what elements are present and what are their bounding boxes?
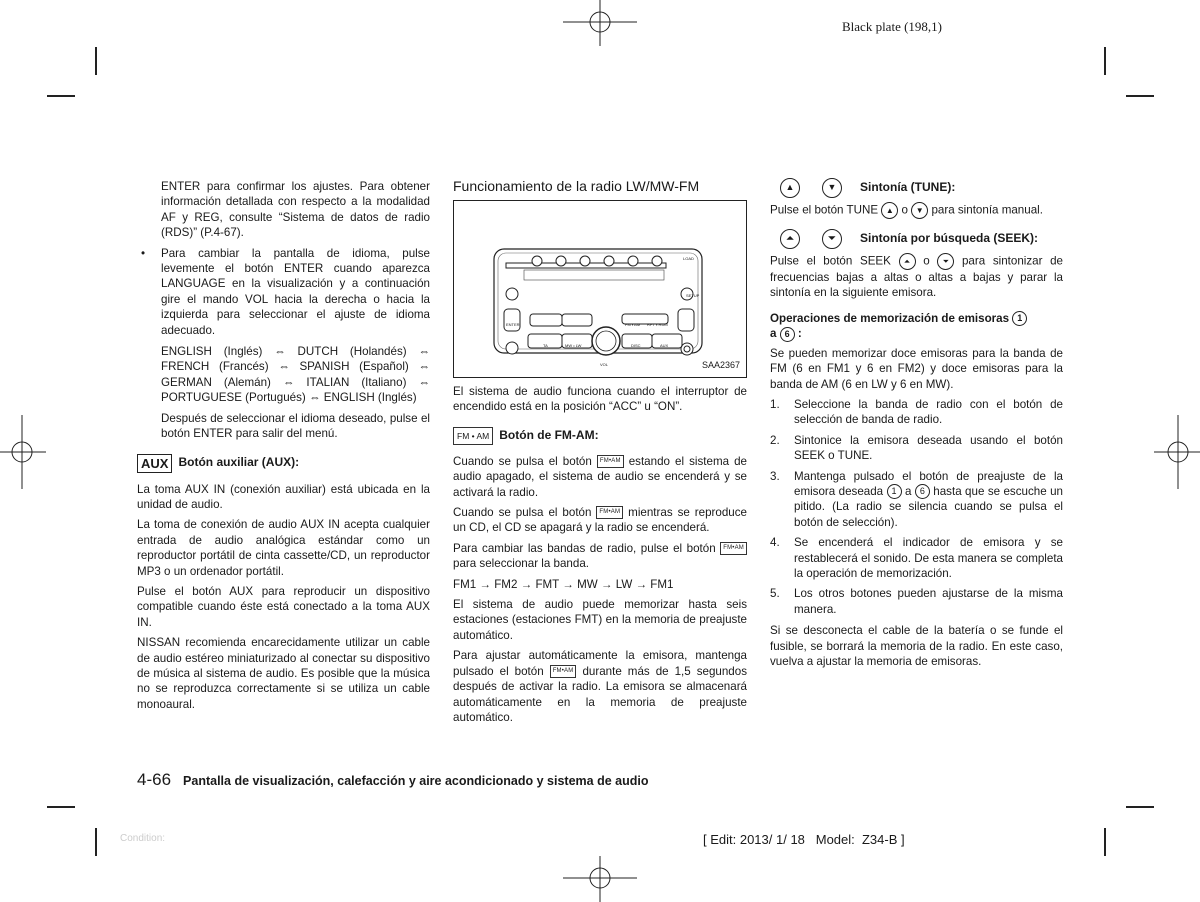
memory-steps bbox=[770, 397, 1063, 617]
crop-mark bbox=[47, 95, 75, 97]
fm-paragraph-5: Para ajustar automáticamente la emisora, mantenga pulsado el botón FM•AM durante más de 1,5 segundos después de activar la radio. La emisora se almacenará automáticamente en la memoria de preajuste automático. bbox=[453, 649, 748, 724]
preset-6-icon: 6 bbox=[915, 484, 930, 499]
seek-down-icon: ⏷ bbox=[822, 229, 842, 249]
aux-heading-text: Botón auxiliar (AUX): bbox=[178, 455, 300, 470]
condition-label: Condition: bbox=[120, 833, 166, 844]
label-enter: ENTER bbox=[506, 322, 520, 327]
fm-am-button-icon: FM•AM bbox=[597, 455, 624, 468]
label-rpt: RPT • RDM bbox=[647, 322, 668, 327]
crop-mark bbox=[1104, 47, 1106, 75]
preset-1-icon: 1 bbox=[887, 484, 902, 499]
intro-paragraph: El sistema de audio funciona cuando el interruptor de encendido está en la posición “ACC” u “ON”. bbox=[453, 385, 747, 414]
footer-title: Pantalla de visualización, calefacción y aire acondicionado y sistema de audio bbox=[183, 774, 649, 788]
list-item: 4. Se encenderá el indicador de emisora y se restablecerá el sonido. De esta manera se completa la operación de memorización. bbox=[770, 536, 1063, 580]
fm-paragraph-3: Para cambiar las bandas de radio, pulse el botón FM•AM para seleccionar la banda. bbox=[453, 541, 747, 572]
memory-heading: Operaciones de memorización de emisoras 1 a 6 : bbox=[770, 311, 1063, 342]
tune-down-icon: ▼ bbox=[822, 178, 842, 198]
fm-am-button-icon: FM•AM bbox=[550, 665, 577, 678]
seek-up-icon: ⏶ bbox=[780, 229, 800, 249]
tune-heading-text: Sintonía (TUNE): bbox=[860, 180, 956, 195]
fm-am-heading-text: Botón de FM-AM: bbox=[499, 428, 599, 443]
seek-heading-text: Sintonía por búsqueda (SEEK): bbox=[860, 231, 1039, 246]
label-fmam: FM • AM bbox=[625, 322, 641, 327]
seek-heading bbox=[780, 229, 1063, 249]
final-paragraph: Si se desconecta el cable de la batería o se funde el fusible, se borrará la memoria de la radio. En este caso, vuelva a ajustar la memoria de emisoras. bbox=[770, 624, 1063, 669]
edit-info: [ Edit: 2013/ 1/ 18 Model: Z34-B ] bbox=[703, 832, 905, 847]
list-item: 3. Mantenga pulsado el botón de preajuste de la emisora deseada 1 a 6 hasta que se escuche un pitido. (La radio se silencia cuando se pulsa el botón de selección). bbox=[770, 469, 1063, 529]
crop-mark bbox=[1104, 828, 1106, 856]
tune-paragraph: Pulse el botón TUNE ▲ o ▼ para sintonía manual. bbox=[770, 202, 1063, 219]
fm-paragraph-1: Cuando se pulsa el botón FM•AM estando el sistema de audio apagado, el sistema de audio se encenderá y se activará la radio. bbox=[453, 454, 747, 499]
middle-column bbox=[453, 176, 747, 730]
label-ta: TA bbox=[543, 343, 548, 348]
plate-label: Black plate (198,1) bbox=[842, 19, 942, 34]
label-load: LOAD bbox=[683, 256, 694, 261]
seek-up-icon: ⏶ bbox=[899, 253, 916, 270]
fm-am-button-icon: FM•AM bbox=[596, 506, 623, 519]
bullet-text: Para cambiar la pantalla de idioma, pulse levemente el botón ENTER cuando aparezca LANGUAGE en la visualización y a continuación gire el mando VOL hacia la derecha o hacia la izquierda para seleccionar el ajuste de idioma adecuado. bbox=[161, 246, 430, 337]
fm-am-button-icon: FM•AM bbox=[720, 542, 747, 555]
tune-heading bbox=[780, 178, 1063, 198]
page-footer bbox=[137, 770, 648, 790]
left-column bbox=[137, 179, 430, 717]
page-number: 4-66 bbox=[137, 770, 172, 789]
crop-mark bbox=[95, 828, 97, 856]
preset-6-icon: 6 bbox=[780, 327, 795, 342]
preset-1-icon: 1 bbox=[1012, 311, 1027, 326]
label-aux: AUX bbox=[660, 343, 669, 348]
aux-paragraph-1: La toma AUX IN (conexión auxiliar) está ubicada en la unidad de audio. bbox=[137, 482, 430, 511]
fm-am-heading bbox=[453, 427, 747, 445]
label-setup: SETUP bbox=[686, 293, 700, 298]
tune-down-icon: ▼ bbox=[911, 202, 928, 219]
registration-mark-top bbox=[560, 0, 640, 46]
list-item: 2. Sintonice la emisora deseada usando el botón SEEK o TUNE. bbox=[770, 433, 1063, 463]
label-vol: VOL bbox=[600, 362, 609, 367]
seek-paragraph: Pulse el botón SEEK ⏶ o ⏷ para sintonizar de frecuencias bajas a altas o altas a bajas y parar la sintonía en la siguiente emisora. bbox=[770, 254, 1063, 300]
right-column bbox=[770, 178, 1063, 674]
seek-down-icon: ⏷ bbox=[937, 253, 954, 270]
bullet-dot: • bbox=[141, 246, 146, 260]
aux-paragraph-4: NISSAN recomienda encarecidamente utilizar un cable de audio estéreo miniaturizado al conectar su dispositivo de música al sistema de audio. Es posible que la música no se reproduzca correctamente si se utiliza un cable monoaural. bbox=[137, 636, 430, 711]
bullet-item bbox=[137, 246, 430, 338]
section-title: Funcionamiento de la radio LW/MW-FM bbox=[453, 178, 700, 194]
crop-mark bbox=[1126, 95, 1154, 97]
registration-mark-right bbox=[1154, 412, 1200, 492]
tune-up-icon: ▲ bbox=[780, 178, 800, 198]
list-item: 1. Seleccione la banda de radio con el botón de selección de banda de radio. bbox=[770, 397, 1063, 427]
crop-mark bbox=[95, 47, 97, 75]
tune-up-icon: ▲ bbox=[881, 202, 898, 219]
after-language-paragraph: Después de seleccionar el idioma deseado, pulse el botón ENTER para salir del menú. bbox=[161, 411, 430, 441]
fm-am-icon: FM • AM bbox=[453, 427, 493, 445]
audio-unit-illustration bbox=[454, 201, 746, 377]
crop-mark bbox=[47, 806, 75, 808]
crop-mark bbox=[1126, 806, 1154, 808]
language-list: ENGLISH (Inglés) ⇔ DUTCH (Holandés) ⇔ FRENCH (Francés) ⇔ SPANISH (Español) ⇔ GERMAN (Alemán) ⇔ ITALIAN (Italiano) ⇔ PORTUGUESE (Portugués) ⇔ ENGLISH (Inglés) bbox=[161, 345, 430, 405]
list-item: 5. Los otros botones pueden ajustarse de la misma manera. bbox=[770, 587, 1063, 616]
memory-paragraph: Se pueden memorizar doce emisoras para la banda de FM (6 en FM1 y 6 en FM2) y doce emisoras para la banda de AM (6 en LW y 6 en MW). bbox=[770, 346, 1063, 391]
figure-code: SAA2367 bbox=[701, 359, 740, 370]
fm-paragraph-4: El sistema de audio puede memorizar hasta seis estaciones (estaciones FMT) en la memoria de preajuste automático. bbox=[453, 598, 747, 642]
aux-paragraph-3: Pulse el botón AUX para reproducir un dispositivo compatible cuando éste está conectado a la toma AUX IN. bbox=[137, 584, 430, 629]
label-disc: DISC bbox=[631, 343, 641, 348]
aux-paragraph-2: La toma de conexión de audio AUX IN acepta cualquier entrada de audio analógica estándar como un reproductor portátil de cinta cassette/CD, un reproductor MP3 o un ordenador portátil. bbox=[137, 518, 430, 578]
audio-unit-figure bbox=[453, 200, 747, 378]
registration-mark-left bbox=[0, 412, 46, 492]
fm-paragraph-2: Cuando se pulsa el botón FM•AM mientras se reproduce un CD, el CD se apagará y la radio se encenderá. bbox=[453, 506, 747, 535]
band-sequence: FM1 → FM2 → FMT → MW → LW → FM1 bbox=[453, 577, 674, 591]
intro-paragraph: ENTER para confirmar los ajustes. Para obtener información detallada con respecto a la modalidad AF y REG, consulte “Sistema de datos de radio (RDS)” (P.4-67). bbox=[161, 180, 430, 240]
registration-mark-bottom bbox=[560, 856, 640, 902]
aux-heading bbox=[137, 454, 430, 473]
aux-icon: AUX bbox=[137, 454, 172, 473]
label-mwlw: MW • LW bbox=[565, 343, 582, 348]
